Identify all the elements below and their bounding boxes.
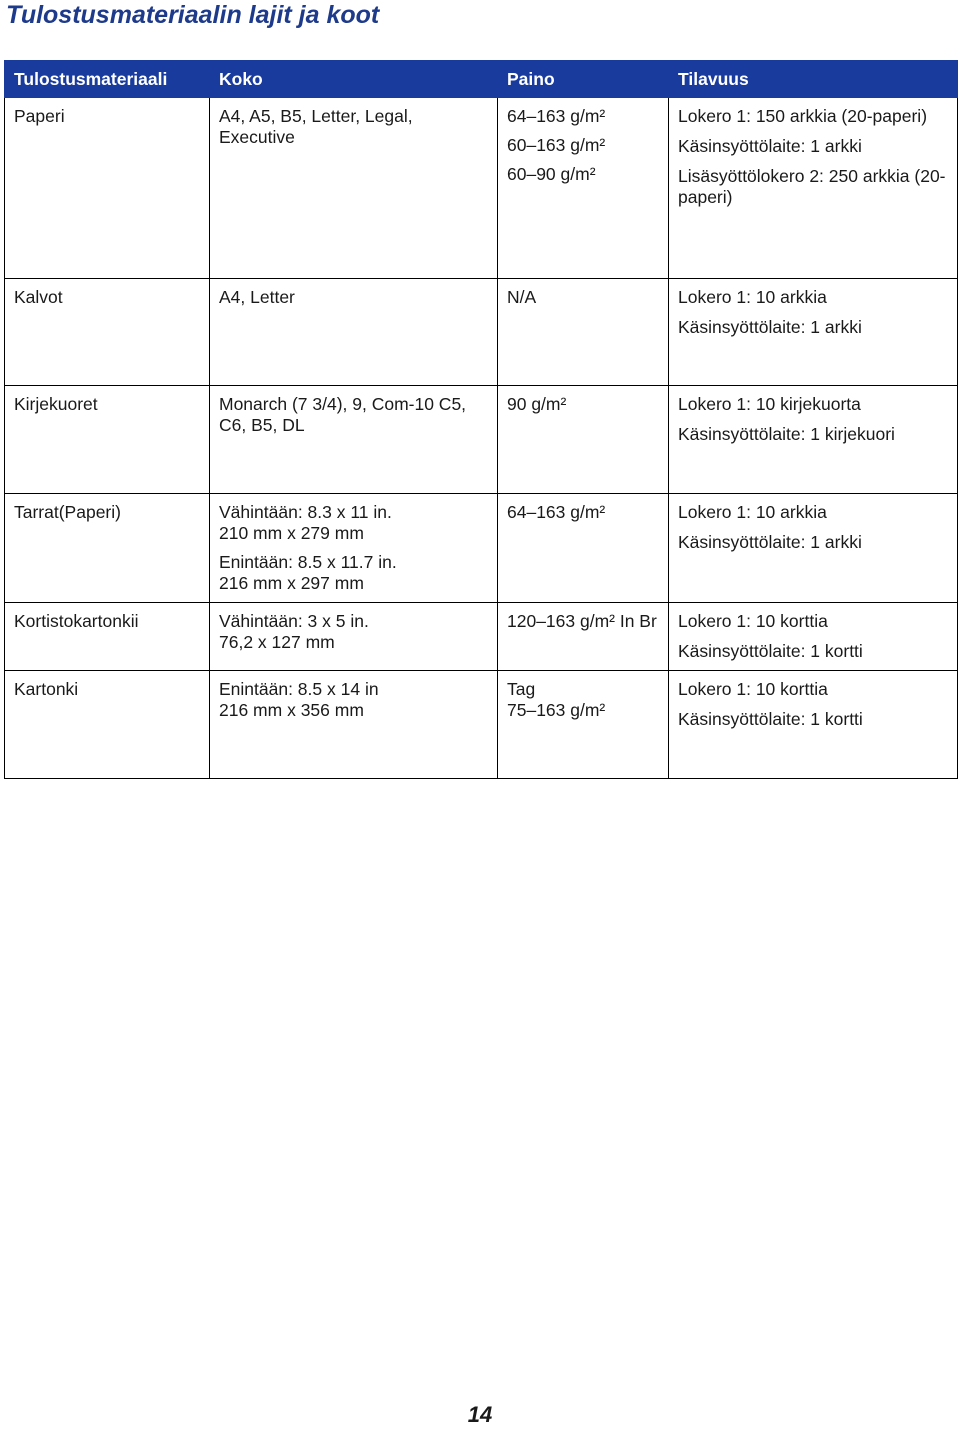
size-text: Monarch (7 3/4), 9, Com-10 C5, C6, B5, DL — [219, 394, 467, 435]
weight-text: 60–163 g/m² — [507, 135, 606, 155]
cell-capacity — [669, 386, 958, 494]
size-text: Enintään: 8.5 x 11.7 in. — [219, 552, 397, 572]
cell-material — [5, 98, 210, 279]
capacity-text: Lokero 1: 10 arkkia — [678, 287, 827, 307]
material-name: Kartonki — [14, 679, 79, 699]
size-text: A4, Letter — [219, 287, 295, 307]
cell-size — [210, 98, 498, 279]
capacity-text: Käsinsyöttölaite: 1 kirjekuori — [678, 424, 895, 444]
material-name: Kalvot — [14, 287, 63, 307]
cell-capacity — [669, 603, 958, 671]
cell-size — [210, 386, 498, 494]
cell-weight — [498, 98, 669, 279]
weight-text: 60–90 g/m² — [507, 164, 596, 184]
material-name: Kirjekuoret — [14, 394, 98, 414]
cell-capacity — [669, 494, 958, 603]
weight-text: 64–163 g/m² — [507, 502, 606, 522]
size-text: Vähintään: 3 x 5 in. — [219, 611, 369, 631]
header-material: Tulostusmateriaali — [5, 61, 210, 98]
capacity-text: Lokero 1: 10 kirjekuorta — [678, 394, 861, 414]
page-title: Tulostusmateriaalin lajit ja koot — [6, 1, 380, 29]
cell-material — [5, 603, 210, 671]
capacity-text: Käsinsyöttölaite: 1 kortti — [678, 641, 863, 661]
table-row — [5, 671, 958, 779]
capacity-text: Käsinsyöttölaite: 1 arkki — [678, 317, 862, 337]
cell-material — [5, 279, 210, 386]
header-capacity: Tilavuus — [669, 61, 958, 98]
weight-text: Tag — [507, 679, 536, 699]
capacity-text: Lokero 1: 10 arkkia — [678, 502, 827, 522]
weight-text: N/A — [507, 287, 537, 307]
table-row — [5, 494, 958, 603]
media-table — [4, 60, 958, 779]
capacity-text: Käsinsyöttölaite: 1 arkki — [678, 136, 862, 156]
cell-weight — [498, 494, 669, 603]
page-number: 14 — [467, 1402, 493, 1427]
cell-capacity — [669, 98, 958, 279]
cell-size — [210, 494, 498, 603]
table-row — [5, 386, 958, 494]
cell-weight — [498, 386, 669, 494]
table-row — [5, 603, 958, 671]
cell-capacity — [669, 671, 958, 779]
header-weight: Paino — [498, 61, 669, 98]
size-text: 210 mm x 279 mm — [219, 523, 364, 543]
size-text: 216 mm x 297 mm — [219, 573, 364, 593]
material-name: Paperi — [14, 106, 65, 126]
table-header-row — [5, 61, 958, 98]
cell-material — [5, 494, 210, 603]
cell-material — [5, 671, 210, 779]
weight-text: 120–163 g/m² In Br — [507, 611, 657, 631]
weight-text: 90 g/m² — [507, 394, 567, 414]
cell-size — [210, 603, 498, 671]
capacity-text: Käsinsyöttölaite: 1 kortti — [678, 709, 863, 729]
table-row — [5, 279, 958, 386]
cell-material — [5, 386, 210, 494]
capacity-text: Lokero 1: 150 arkkia (20-paperi) — [678, 106, 928, 126]
capacity-text: Käsinsyöttölaite: 1 arkki — [678, 532, 862, 552]
size-text: Vähintään: 8.3 x 11 in. — [219, 502, 392, 522]
size-text: 216 mm x 356 mm — [219, 700, 364, 720]
size-text: Enintään: 8.5 x 14 in — [219, 679, 379, 699]
table-row — [5, 98, 958, 279]
capacity-text: Lokero 1: 10 korttia — [678, 679, 828, 699]
capacity-text: Lisäsyöttölokero 2: 250 arkkia (20-paperi) — [678, 166, 946, 207]
material-name: Tarrat(Paperi) — [14, 502, 121, 522]
cell-size — [210, 671, 498, 779]
cell-size — [210, 279, 498, 386]
size-text: A4, A5, B5, Letter, Legal, Executive — [219, 106, 413, 147]
cell-weight — [498, 279, 669, 386]
cell-weight — [498, 603, 669, 671]
weight-text: 75–163 g/m² — [507, 700, 606, 720]
capacity-text: Lokero 1: 10 korttia — [678, 611, 828, 631]
header-size: Koko — [210, 61, 498, 98]
size-text: 76,2 x 127 mm — [219, 632, 335, 652]
cell-capacity — [669, 279, 958, 386]
weight-text: 64–163 g/m² — [507, 106, 606, 126]
material-name: Kortistokartonkii — [14, 611, 139, 631]
cell-weight — [498, 671, 669, 779]
